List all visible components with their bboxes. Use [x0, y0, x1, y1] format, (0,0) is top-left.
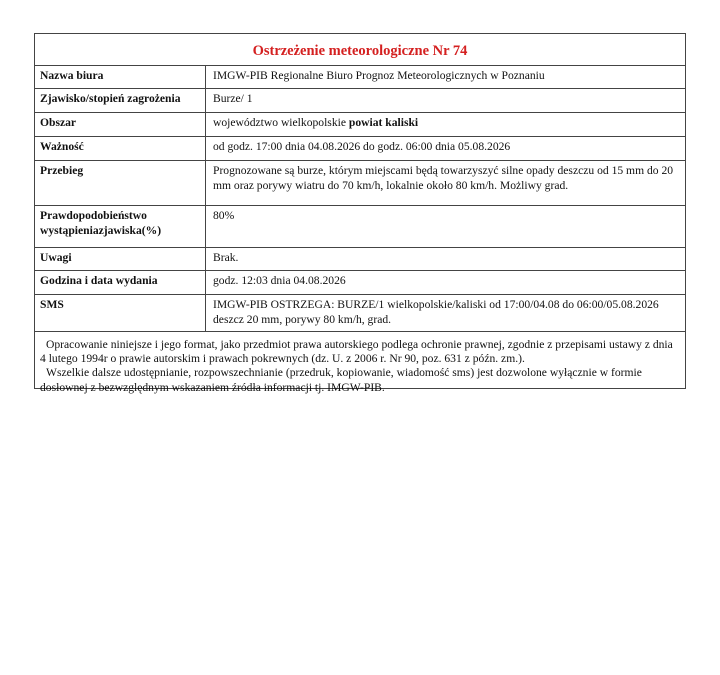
table-row [35, 161, 685, 206]
table-row [35, 137, 685, 161]
redistribution-paragraph: Wszelkie dalsze udostępnianie, rozpowszechnianie (przedruk, kopiowanie, wiadomość sms) jest dozwolone wyłącznie w formie dosłownej z bezwzględnym wskazaniem źródła informacji tj. IMGW-PIB. [40, 366, 642, 394]
table-row [35, 89, 685, 113]
row-value-validity: od godz. 17:00 dnia 04.08.2026 do godz. 06:00 dnia 05.08.2026 [206, 137, 686, 161]
row-value-issued: godz. 12:03 dnia 04.08.2026 [206, 271, 686, 295]
table-row [35, 206, 685, 248]
table-row [35, 113, 685, 137]
copyright-paragraph: Opracowanie niniejsze i jego format, jako przedmiot prawa autorskiego podlega ochronie prawnej, zgodnie z przepisami ustawy z dnia 4 lutego 1994r o prawie autorskim i prawach pokrewnych (dz. U. z 2006 r. Nr 90, poz. 631 z późn. zm.). [40, 338, 673, 366]
area-county: powiat kaliski [348, 116, 419, 129]
copyright-footer [35, 332, 685, 394]
row-value-course: Prognozowane są burze, którym miejscami będą towarzyszyć silne opady deszczu od 15 mm do 20 mm oraz porywy wiatru do 70 km/h, lokalnie około 80 km/h. Możliwy grad. [206, 161, 686, 206]
row-value-office: IMGW-PIB Regionalne Biuro Prognoz Meteorologicznych w Poznaniu [206, 66, 686, 89]
area-voivodeship: województwo wielkopolskie [213, 116, 349, 129]
row-value-remarks: Brak. [206, 248, 686, 271]
warning-table [35, 66, 685, 332]
table-row [35, 248, 685, 271]
document-title: Ostrzeżenie meteorologiczne Nr 74 [252, 42, 468, 59]
warning-document [34, 33, 686, 394]
table-row [35, 295, 685, 332]
row-value-sms: IMGW-PIB OSTRZEGA: BURZE/1 wielkopolskie/kaliski od 17:00/04.08 do 06:00/05.08.2026 deszcz 20 mm, porywy 80 km/h, grad. [206, 295, 686, 332]
row-value-probability: 80% [206, 206, 686, 248]
row-label-office: Nazwa biura [35, 66, 206, 89]
row-label-sms: SMS [35, 295, 206, 332]
row-value-area [206, 113, 686, 137]
row-label-validity: Ważność [35, 137, 206, 161]
row-label-remarks: Uwagi [35, 248, 206, 271]
table-row [35, 271, 685, 295]
row-value-phenomenon: Burze/ 1 [206, 89, 686, 113]
row-label-area: Obszar [35, 113, 206, 137]
title-row [35, 34, 685, 66]
row-label-phenomenon: Zjawisko/stopień zagrożenia [35, 89, 206, 113]
row-label-probability: Prawdopodobieństwo wystąpieniazjawiska(%) [35, 206, 206, 248]
row-label-course: Przebieg [35, 161, 206, 206]
table-row [35, 66, 685, 89]
row-label-issued: Godzina i data wydania [35, 271, 206, 295]
